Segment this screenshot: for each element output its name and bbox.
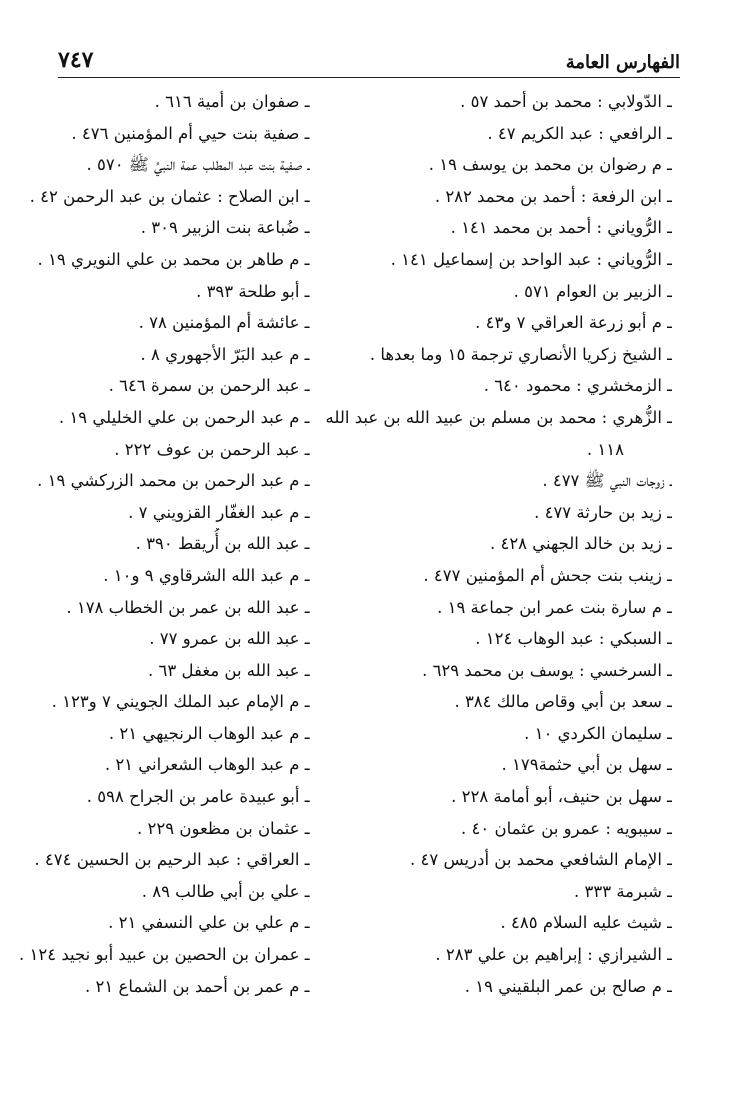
index-entry: ـ عبد الله بن عمرو ٧٧ . <box>149 629 310 649</box>
index-entry: ـ م عبد الرحمن بن محمد الزركشي ١٩ . <box>37 471 310 491</box>
index-entry: ـ م عبد الوهاب الرنجيهي ٢١ . <box>108 723 310 743</box>
index-entry: ـ سيبويه : عمرو بن عثمان ٤٠ . <box>461 818 672 838</box>
index-entry: ـ الزُّهري : محمد بن مسلم بن عبيد الله بن عبد الله <box>325 407 672 427</box>
index-entry: ـ م الإمام عبد الملك الجويني ٧ و١٢٣ . <box>51 692 310 712</box>
index-entry: ـ م عبد الرحمن بن علي الخليلي ١٩ . <box>58 407 310 427</box>
index-entry: ـ زيد بن حارثة ٤٧٧ . <box>534 502 672 522</box>
index-entry: ـ م رضوان بن محمد بن يوسف ١٩ . <box>428 155 672 175</box>
index-entry: ـ ضُباعة بنت الزبير ٣٠٩ . <box>140 218 310 238</box>
index-entry: ـ السبكي : عبد الوهاب ١٢٤ . <box>475 629 672 649</box>
index-entry: ـ زيد بن خالد الجهني ٤٢٨ . <box>489 534 672 554</box>
index-entry: ـ عبد الله بن مغفل ٦٣ . <box>148 660 310 680</box>
index-entry: ـ م أبو زرعة العراقي ٧ و٤٣ . <box>475 313 672 333</box>
index-entry: ـ م طاهر بن محمد بن علي النويري ١٩ . <box>37 249 310 269</box>
index-entry: ـ السرخسي : يوسف بن محمد ٦٢٩ . <box>422 660 672 680</box>
index-entry: ـ الرُّوياني : عبد الواحد بن إسماعيل ١٤١ . <box>390 249 672 269</box>
index-entry: ـ م عبد الوهاب الشعراني ٢١ . <box>104 755 310 775</box>
index-entry: ـ الرافعي : عبد الكريم ٤٧ . <box>487 123 672 143</box>
index-entry: ـ الزبير بن العوام ٥٧١ . <box>513 281 672 301</box>
index-entry: ـ م صالح بن عمر البلقيني ١٩ . <box>464 976 672 996</box>
index-entry: ـ م عمر بن أحمد بن الشماع ٢١ . <box>85 976 310 996</box>
left-column <box>11 86 318 1090</box>
index-entry: ـ الإمام الشافعي محمد بن أدريس ٤٧ . <box>410 850 672 870</box>
index-entry: ـ سهل بن حنيف، أبو أمامة ٢٢٨ . <box>451 787 672 807</box>
index-entry: ـ عائشة أم المؤمنين ٧٨ . <box>138 313 310 333</box>
index-entry: ـ عمران بن الحصين بن عبيد أبو نجيد ١٢٤ . <box>18 945 310 965</box>
index-entry: ـ عبد الله بن أُريقط ٣٩٠ . <box>135 534 310 554</box>
index-entry: ـ ابن الرفعة : أحمد بن محمد ٢٨٢ . <box>434 186 672 206</box>
index-entry: ـ صفية بنت حيي أم المؤمنين ٤٧٦ . <box>71 123 310 143</box>
index-entry: ـ صفية بنت عبد المطلب عمة النبيِّ ﷺ ٥٧٠ . <box>86 155 310 175</box>
index-entry: ـ شيث عليه السلام ٤٨٥ . <box>500 913 672 933</box>
index-entry: ـ الزمخشري : محمود ٦٤٠ . <box>483 376 672 396</box>
page-header <box>58 42 680 78</box>
index-entry: ـ شبرمة ٣٣٣ . <box>573 881 672 901</box>
index-entry: ـ م علي بن علي النسفي ٢١ . <box>108 913 310 933</box>
index-entry: ـ أبو طلحة ٣٩٣ . <box>196 281 310 301</box>
index-entry: ـ ابن الصلاح : عثمان بن عبد الرحمن ٤٢ . <box>29 186 310 206</box>
index-entry: ـ الشيخ زكريا الأنصاري ترجمة ١٥ وما بعدها . <box>369 344 672 364</box>
index-entry: ـ عبد الله بن عمر بن الخطاب ١٧٨ . <box>66 597 310 617</box>
index-entry: ـ م عبد الله الشرقاوي ٩ و١٠ . <box>103 565 310 585</box>
index-entry: ـ الشيرازي : إبراهيم بن علي ٢٨٣ . <box>435 945 672 965</box>
index-entry: ـ عثمان بن مظعون ٢٢٩ . <box>136 818 310 838</box>
index-entry: ـ الرُّوياني : أحمد بن محمد ١٤١ . <box>450 218 672 238</box>
page-number: ٧٤٧ <box>58 47 94 73</box>
index-entry: ـ سهل بن أبي حثمة١٧٩ . <box>501 755 672 775</box>
index-entry: ـ علي بن أبي طالب ٨٩ . <box>141 881 310 901</box>
index-entry: ١١٨ . <box>586 439 624 459</box>
index-entry: ـ م سارة بنت عمر ابن جماعة ١٩ . <box>437 597 672 617</box>
index-entry: ـ أبو عبيدة عامر بن الجراح ٥٩٨ . <box>86 787 310 807</box>
index-entry: ـ زوجات النبي ﷺ ٤٧٧ . <box>542 471 672 491</box>
index-entry: ـ عبد الرحمن بن سمرة ٦٤٦ . <box>108 376 310 396</box>
index-entry: ـ صفوان بن أمية ٦١٦ . <box>154 92 310 111</box>
index-entry: ـ زينب بنت جحش أم المؤمنين ٤٧٧ . <box>423 565 672 585</box>
index-columns <box>18 86 680 1090</box>
index-entry: ـ العراقي : عبد الرحيم بن الحسين ٤٧٤ . <box>34 850 310 870</box>
index-entry: ـ سعد بن أبي وقاص مالك ٣٨٤ . <box>454 692 672 712</box>
index-entry: ـ سليمان الكردي ١٠ . <box>524 723 672 743</box>
index-entry: ـ الدّولابي : محمد بن أحمد ٥٧ . <box>460 92 672 111</box>
right-column <box>318 86 680 1090</box>
running-title: الفهارس العامة <box>565 52 680 73</box>
index-entry: ـ م عبد الغفّار القزويني ٧ . <box>128 502 310 522</box>
index-entry: ـ م عبد البَرّ الأجهوري ٨ . <box>140 344 310 364</box>
index-entry: ـ عبد الرحمن بن عوف ٢٢٢ . <box>114 439 310 459</box>
